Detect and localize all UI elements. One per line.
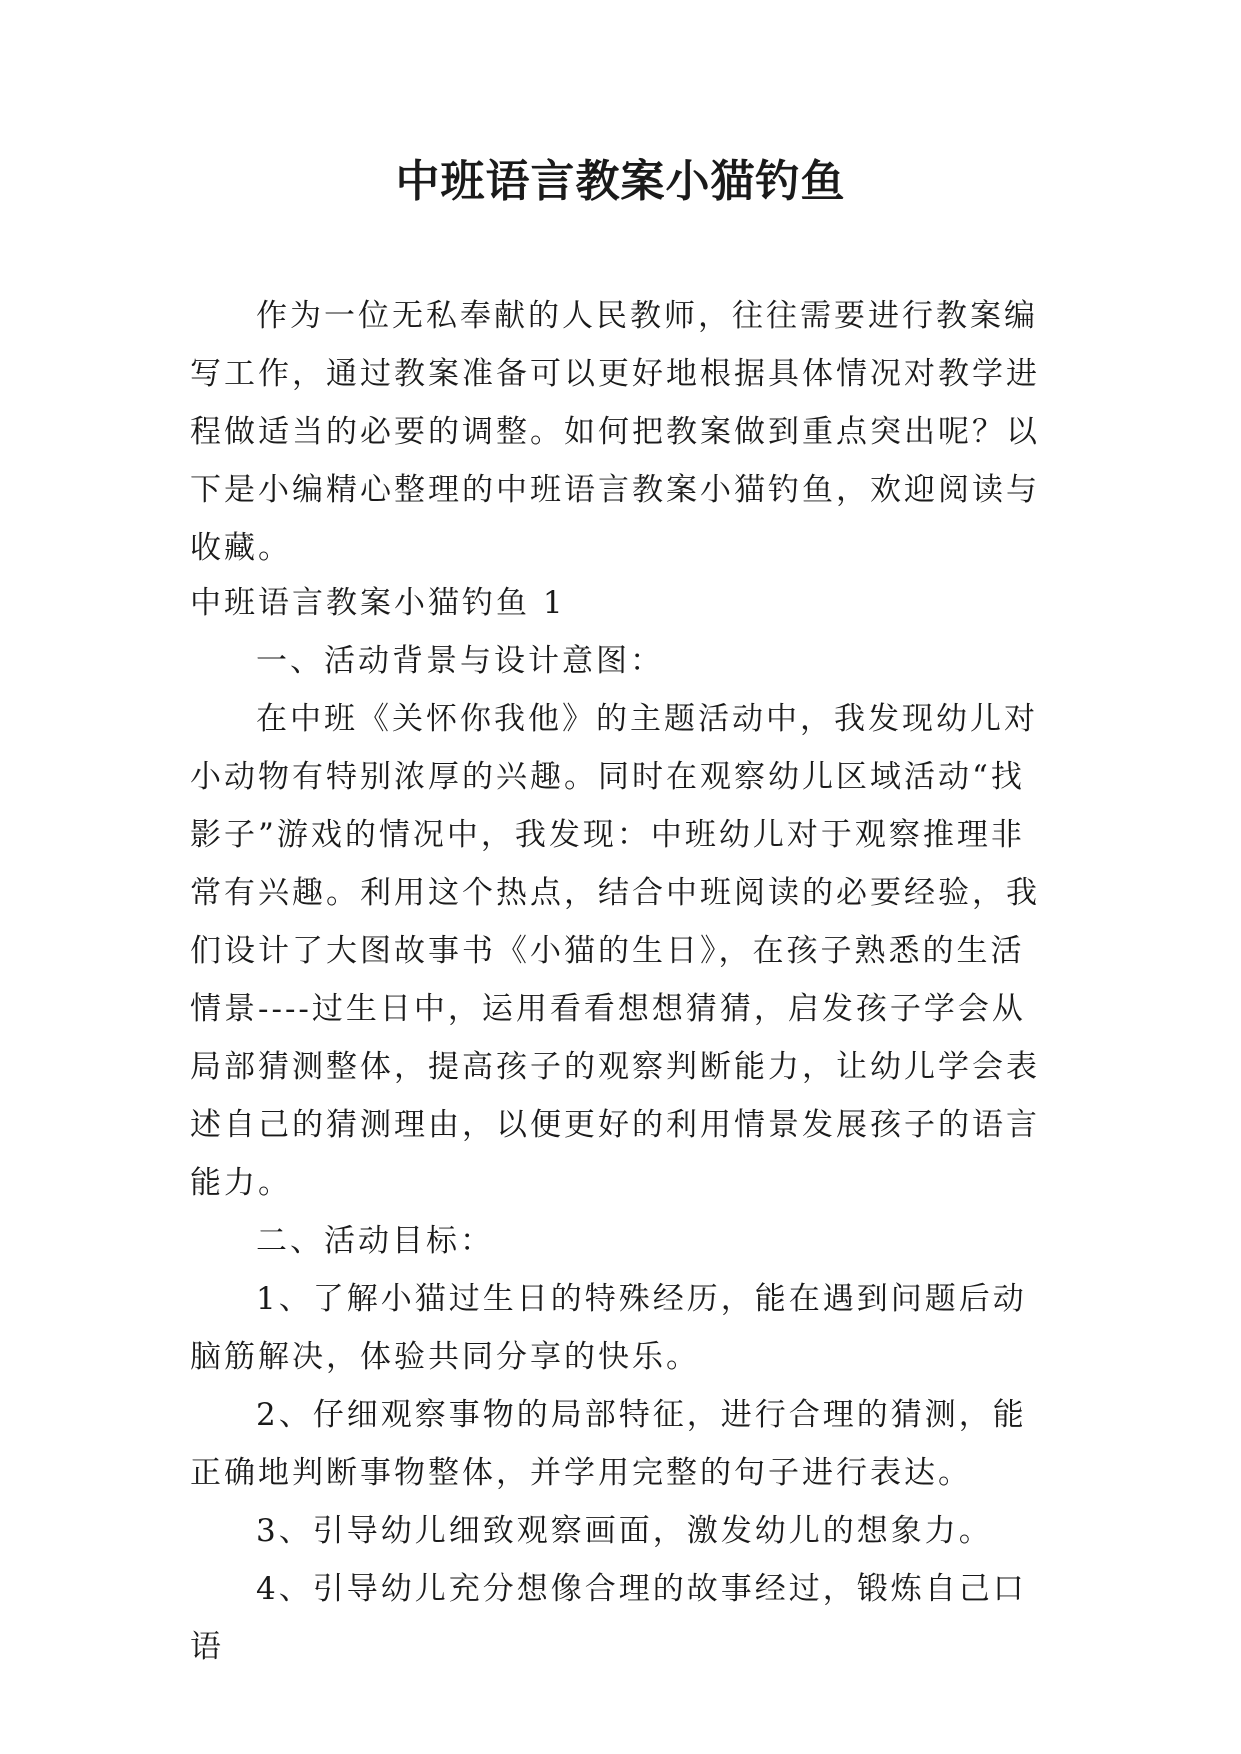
document-title: 中班语言教案小猫钓鱼 — [395, 156, 846, 207]
part1-heading: 一、活动背景与设计意图： — [256, 643, 664, 679]
goal-item-2: 2、仔细观察事物的局部特征，进行合理的猜测，能正确地判断事物整体，并学用完整的句子进行表达。 — [190, 1397, 1027, 1491]
section-heading: 中班语言教案小猫钓鱼 1 — [190, 585, 566, 621]
lesson-section-1 — [190, 574, 1050, 1676]
intro-paragraph: 作为一位无私奉献的人民教师，往往需要进行教案编写工作，通过教案准备可以更好地根据具体情况对教学进程做适当的必要的调整。如何把教案做到重点突出呢？以下是小编精心整理的中班语言教案小猫钓鱼，欢迎阅读与收藏。 — [190, 298, 1040, 566]
goal-item-1: 1、了解小猫过生日的特殊经历，能在遇到问题后动脑筋解决，体验共同分享的快乐。 — [190, 1281, 1027, 1375]
part1-body: 在中班《关怀你我他》的主题活动中，我发现幼儿对小动物有特别浓厚的兴趣。同时在观察幼儿区域活动“找影子”游戏的情况中，我发现：中班幼儿对于观察推理非常有兴趣。利用这个热点，结合中班阅读的必要经验，我们设计了大图故事书《小猫的生日》，在孩子熟悉的生活情景----过生日中，运用看看想想猜猜，启发孩子学会从局部猜测整体，提高孩子的观察判断能力，让幼儿学会表述自己的猜测理由，以便更好的利用情景发展孩子的语言能力。 — [190, 701, 1040, 1201]
goal-item-3: 3、引导幼儿细致观察画面，激发幼儿的想象力。 — [256, 1513, 993, 1549]
part2-heading: 二、活动目标： — [256, 1223, 494, 1259]
goal-item-4: 4、引导幼儿充分想像合理的故事经过，锻炼自己口语 — [190, 1571, 1027, 1665]
